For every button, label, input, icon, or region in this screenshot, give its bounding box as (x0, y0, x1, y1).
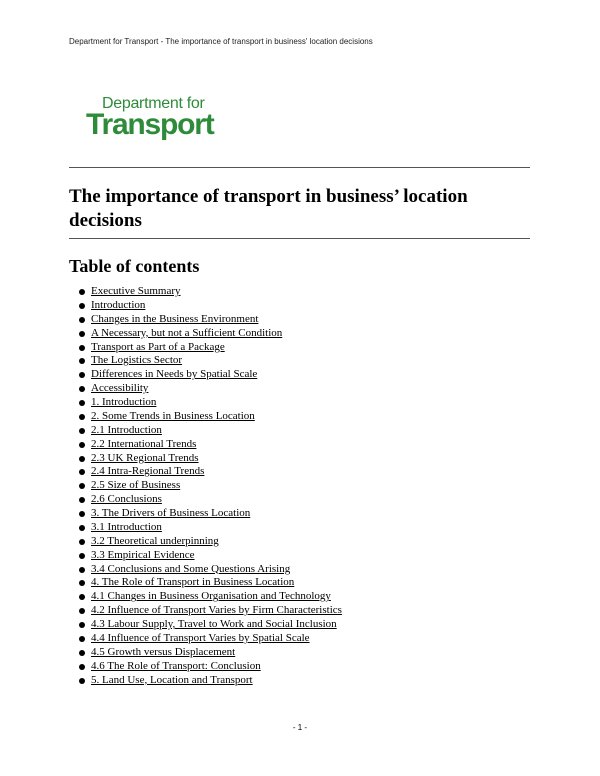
bullet-icon (79, 386, 85, 392)
toc-item (69, 576, 342, 590)
toc-item (69, 354, 342, 368)
toc-link[interactable]: 4. The Role of Transport in Business Location (91, 576, 295, 589)
toc-item (69, 424, 342, 438)
toc-link[interactable]: 2. Some Trends in Business Location (91, 409, 255, 422)
bullet-icon (79, 622, 85, 628)
toc-link[interactable]: 3.2 Theoretical underpinning (91, 534, 219, 547)
bullet-icon (79, 303, 85, 309)
toc-link[interactable]: 4.6 The Role of Transport: Conclusion (91, 659, 261, 672)
toc-item (69, 521, 342, 535)
toc-link[interactable]: 2.4 Intra-Regional Trends (91, 465, 205, 478)
toc-link[interactable]: Changes in the Business Environment (91, 312, 259, 325)
toc-item (69, 479, 342, 493)
toc-link[interactable]: 4.1 Changes in Business Organisation and Technology (91, 590, 331, 603)
toc-item (69, 507, 342, 521)
toc-link[interactable]: 5. Land Use, Location and Transport (91, 673, 253, 686)
toc-item (69, 452, 342, 466)
toc-item (69, 563, 342, 577)
bullet-icon (79, 511, 85, 517)
toc-link[interactable]: 3.1 Introduction (91, 520, 162, 533)
toc-link[interactable]: 2.5 Size of Business (91, 479, 181, 492)
toc-link[interactable]: Accessibility (91, 382, 149, 395)
toc-link[interactable]: 2.3 UK Regional Trends (91, 451, 199, 464)
title-bottom-divider (69, 238, 530, 239)
bullet-icon (79, 358, 85, 364)
toc-link[interactable]: 4.5 Growth versus Displacement (91, 645, 236, 658)
toc-item (69, 465, 342, 479)
toc-item (69, 410, 342, 424)
bullet-icon (79, 553, 85, 559)
toc-link[interactable]: Transport as Part of a Package (91, 340, 225, 353)
bullet-icon (79, 414, 85, 420)
bullet-icon (79, 608, 85, 614)
toc-item (69, 549, 342, 563)
bullet-icon (79, 664, 85, 670)
toc-link[interactable]: 4.3 Labour Supply, Travel to Work and Social Inclusion (91, 618, 337, 630)
bullet-icon (79, 456, 85, 462)
bullet-icon (79, 594, 85, 600)
bullet-icon (79, 372, 85, 378)
bullet-icon (79, 428, 85, 434)
toc-link[interactable]: 2.2 International Trends (91, 437, 197, 450)
toc-item (69, 313, 342, 327)
toc-item (69, 674, 342, 688)
toc-item (69, 618, 342, 632)
toc-link[interactable]: 3. The Drivers of Business Location (91, 507, 251, 519)
bullet-icon (79, 678, 85, 684)
toc-item (69, 327, 342, 341)
page-number: - 1 - (292, 723, 308, 732)
toc-link[interactable]: A Necessary, but not a Sufficient Condition (91, 326, 283, 339)
bullet-icon (79, 331, 85, 337)
logo-line-1: Department for (102, 95, 205, 112)
department-for-transport-logo (86, 96, 214, 140)
table-of-contents (69, 285, 342, 687)
toc-link[interactable]: 3.4 Conclusions and Some Questions Arising (91, 562, 291, 575)
toc-link[interactable]: 4.2 Influence of Transport Varies by Firm Characteristics (91, 604, 342, 617)
toc-item (69, 535, 342, 549)
toc-item (69, 368, 342, 382)
toc-item (69, 646, 342, 660)
bullet-icon (79, 483, 85, 489)
bullet-icon (79, 650, 85, 656)
bullet-icon (79, 580, 85, 586)
bullet-icon (79, 567, 85, 573)
toc-link[interactable]: 2.6 Conclusions (91, 493, 162, 506)
toc-link[interactable]: Executive Summary (91, 285, 181, 297)
toc-link[interactable]: 4.4 Influence of Transport Varies by Spatial Scale (91, 631, 310, 644)
toc-item (69, 396, 342, 410)
logo-line-2: Transport (86, 108, 214, 141)
bullet-icon (79, 469, 85, 475)
toc-link[interactable]: 3.3 Empirical Evidence (91, 548, 195, 561)
bullet-icon (79, 289, 85, 295)
running-header: Department for Transport - The importance of transport in business' location decisions (69, 37, 373, 46)
toc-item (69, 590, 342, 604)
bullet-icon (79, 539, 85, 545)
bullet-icon (79, 497, 85, 503)
toc-link[interactable]: 1. Introduction (91, 396, 157, 408)
toc-item (69, 660, 342, 674)
toc-link[interactable]: Introduction (91, 298, 146, 311)
toc-item (69, 632, 342, 646)
toc-link[interactable]: Differences in Needs by Spatial Scale (91, 368, 258, 381)
toc-item (69, 382, 342, 396)
bullet-icon (79, 400, 85, 406)
toc-item (69, 604, 342, 618)
bullet-icon (79, 317, 85, 323)
title-top-divider (69, 167, 530, 168)
toc-heading: Table of contents (69, 256, 200, 276)
bullet-icon (79, 442, 85, 448)
toc-item (69, 341, 342, 355)
toc-item (69, 493, 342, 507)
bullet-icon (79, 525, 85, 531)
toc-link[interactable]: The Logistics Sector (91, 354, 183, 367)
bullet-icon (79, 636, 85, 642)
page-title: The importance of transport in business’ location decisions (69, 186, 468, 231)
toc-item (69, 438, 342, 452)
toc-link[interactable]: 2.1 Introduction (91, 423, 162, 436)
toc-item (69, 299, 342, 313)
bullet-icon (79, 345, 85, 351)
toc-item (69, 285, 342, 299)
